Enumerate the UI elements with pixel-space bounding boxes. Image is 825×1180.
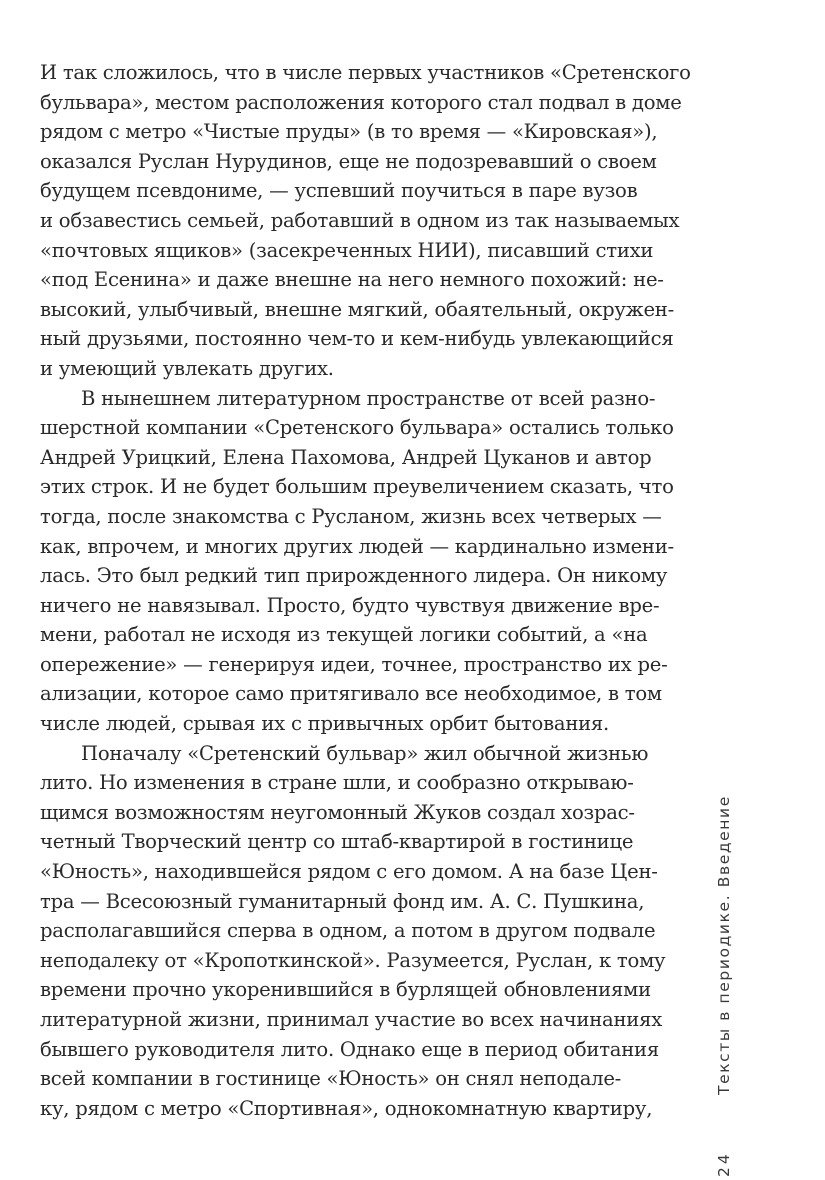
paragraph-first-line: В нынешнем литературном пространстве от всей разно- xyxy=(81,386,656,410)
text-line: рядом с метро «Чистые пруды» (в то время — «Кировская»), xyxy=(40,120,658,144)
paragraph-first-line: Поначалу «Сретенский бульвар» жил обычной жизнью xyxy=(81,741,649,765)
text-line: неподалеку от «Кропоткинской». Разумеется, Руслан, к тому xyxy=(40,948,666,972)
text-line: и умеющий увлекать других. xyxy=(40,356,334,380)
text-line: литературной жизни, принимал участие во всех начинаниях xyxy=(40,1008,663,1031)
text-line: ку, рядом с метро «Спортивная», однокомнатную квартиру, xyxy=(40,1096,653,1120)
text-line: и обзавестись семьей, работавший в одном из так называемых xyxy=(40,208,680,232)
text-line: этих строк. И не будет большим преувеличением сказать, что xyxy=(40,475,674,499)
text-line: щимся возможностям неугомонный Жуков создал хозрас- xyxy=(40,800,635,824)
text-line: оказался Руслан Нурудинов, еще не подозревавший о своем xyxy=(40,149,657,173)
text-line: ничего не навязывал. Просто, будто чувствуя движение вре- xyxy=(40,593,660,617)
text-line: числе людей, срывая их с привычных орбит бытования. xyxy=(40,712,610,736)
text-line: будущем псевдониме, — успевший поучиться в паре вузов xyxy=(40,179,638,203)
text-line: лито. Но изменения в стране шли, и сообразно открываю- xyxy=(40,771,634,795)
text-line: тра — Всесоюзный гуманитарный фонд им. А. С. Пушкина, xyxy=(40,889,645,913)
text-line: ный друзьями, постоянно чем-то и кем-нибудь увлекающийся xyxy=(40,327,674,351)
text-line: «Юность», находившейся рядом с его домом. А на базе Цен- xyxy=(40,860,658,884)
text-line: ализации, которое само притягивало все необходимое, в том xyxy=(40,682,662,706)
text-line: как, впрочем, и многих других людей — кардинально измени- xyxy=(40,534,674,558)
text-line: бульвара», местом расположения которого стал подвал в доме xyxy=(40,90,682,114)
text-line: шерстной компании «Сретенского бульвара» остались только xyxy=(40,416,674,440)
text-line: высокий, улыбчивый, внешне мягкий, обаятельный, окружен- xyxy=(40,297,674,321)
text-line: четный Творческий центр со штаб-квартирой в гостинице xyxy=(40,830,634,854)
text-line: времени прочно укоренившийся в бурлящей обновлениями xyxy=(40,978,651,1002)
running-head: Тексты в периодике. Введение xyxy=(715,795,733,1095)
text-line: бывшего руководителя лито. Однако еще в период обитания xyxy=(40,1037,659,1061)
text-line: мени, работал не исходя из текущей логики событий, а «на xyxy=(40,623,648,647)
text-line: «под Есенина» и даже внешне на него немного похожий: не- xyxy=(40,268,664,292)
text-line: лась. Это был редкий тип прирожденного лидера. Он никому xyxy=(40,564,668,588)
text-line: тогда, после знакомства с Русланом, жизнь всех четверых — xyxy=(40,504,662,528)
text-line: Андрей Урицкий, Елена Пахомова, Андрей Цуканов и автор xyxy=(40,445,652,469)
text-line: «почтовых ящиков» (засекреченных НИИ), писавший стихи xyxy=(40,238,654,262)
text-line: всей компании в гостинице «Юность» он снял неподале- xyxy=(40,1067,622,1091)
text-line: опережение» — генерируя идеи, точнее, пространство их ре- xyxy=(40,652,668,676)
body-text xyxy=(40,58,691,1123)
text-line: располагавшийся сперва в одном, а потом в другом подвале xyxy=(40,919,656,943)
text-line: И так сложилось, что в числе первых участников «Сретенского xyxy=(40,61,691,84)
page-number: 24 xyxy=(715,1151,733,1177)
